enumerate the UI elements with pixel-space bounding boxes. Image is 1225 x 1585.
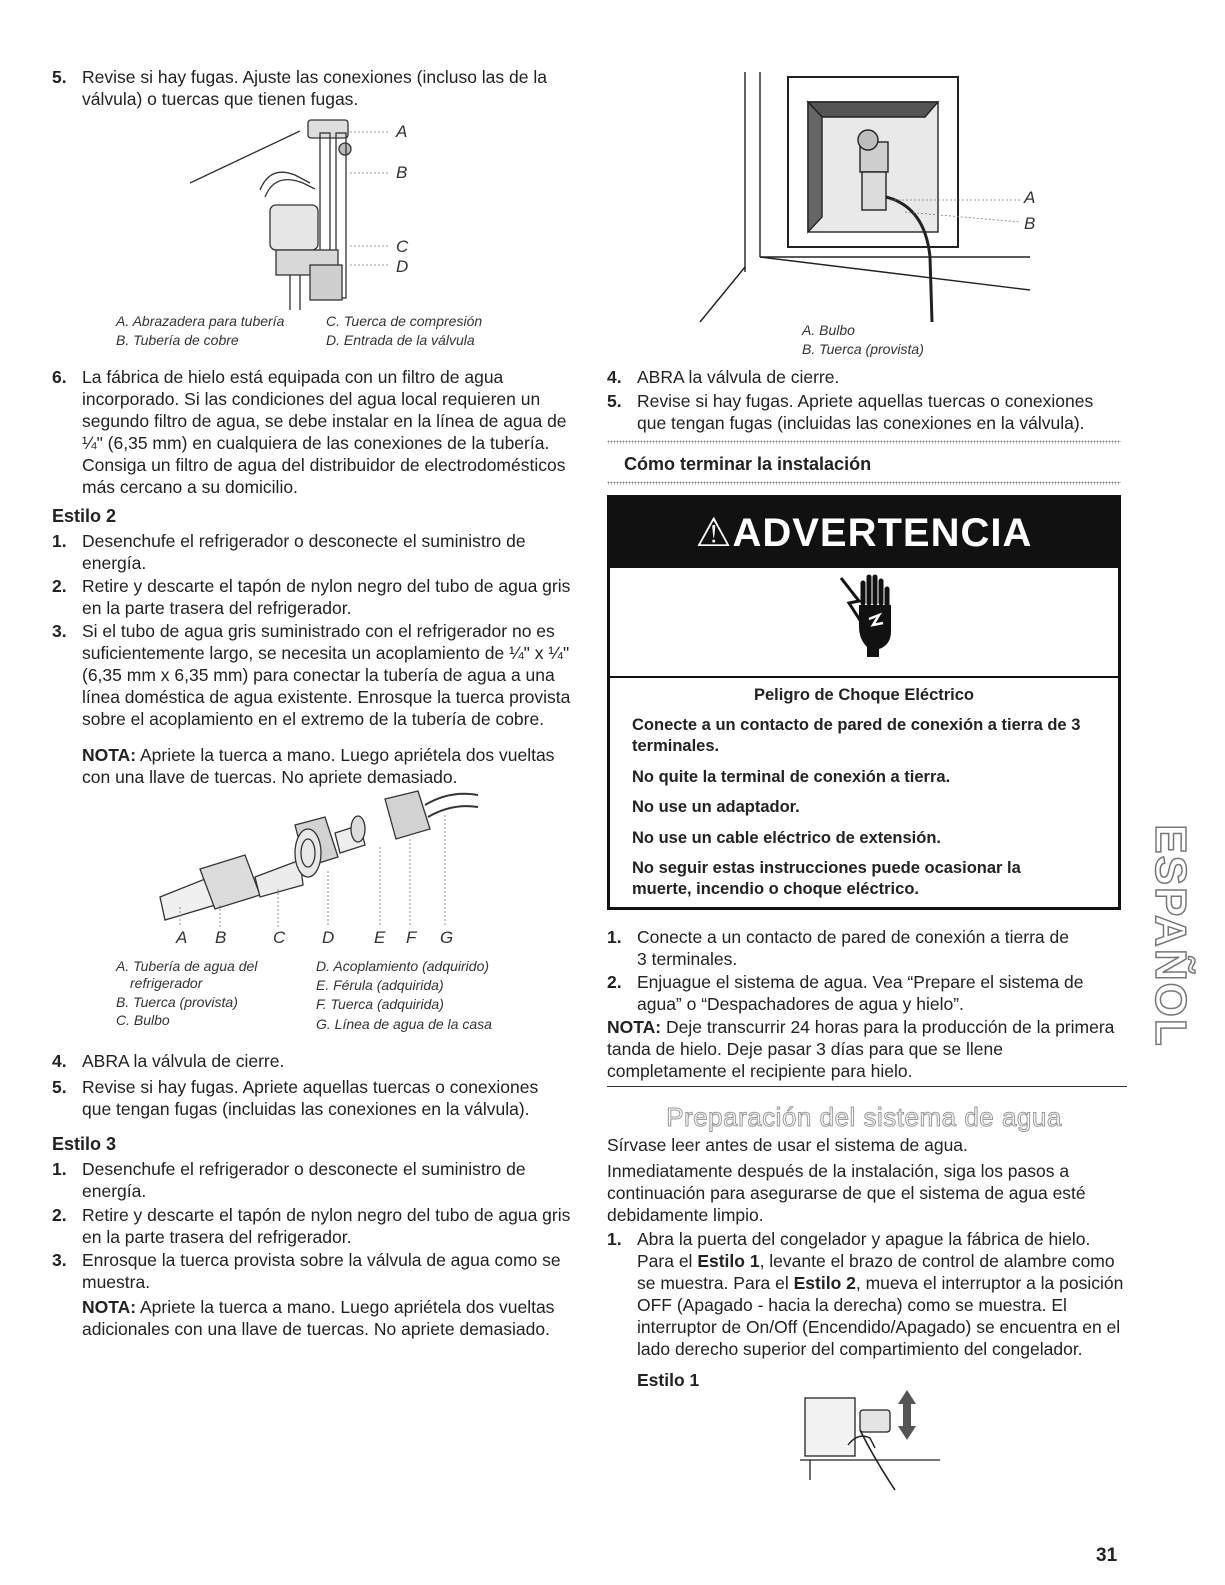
warning-triangle-icon: ⚠ bbox=[695, 511, 733, 555]
fig1-caption-a: A. Abrazadera para tubería bbox=[116, 313, 285, 329]
warning-line-3: No use un adaptador. bbox=[632, 798, 800, 816]
intro-1: Sírvase leer antes de usar el sistema de agua. bbox=[607, 1135, 968, 1155]
warning-separator bbox=[610, 676, 1118, 678]
page-number: 31 bbox=[1096, 1545, 1118, 1566]
fig2-caption-b: B. Tuerca (provista) bbox=[116, 994, 238, 1010]
fig2-caption-f: F. Tuerca (adquirida) bbox=[316, 996, 444, 1012]
warning-box bbox=[607, 495, 1121, 910]
fig3-letter-b: B bbox=[1024, 214, 1036, 233]
divider-top bbox=[607, 440, 1121, 444]
finish-heading: Cómo terminar la instalación bbox=[624, 454, 872, 474]
fig1-letter-c: C bbox=[396, 237, 409, 256]
fig2-caption-a2: refrigerador bbox=[130, 975, 203, 991]
warning-hazard: Peligro de Choque Eléctrico bbox=[753, 686, 975, 704]
fig3-caption-b: B. Tuerca (provista) bbox=[802, 341, 924, 357]
electric-shock-hand-icon bbox=[835, 573, 905, 658]
warning-header: ⚠ADVERTENCIA bbox=[610, 498, 1118, 568]
fig2-caption-g: G. Línea de agua de la casa bbox=[316, 1016, 492, 1032]
fig2-letter-f: F bbox=[406, 928, 417, 947]
fig3-caption-a: A. Bulbo bbox=[802, 322, 855, 338]
section-rule bbox=[607, 1086, 1127, 1087]
fig1-caption-b: B. Tubería de cobre bbox=[116, 332, 239, 348]
intro-2: Inmediatamente después de la instalación, siga los pasos a continuación para asegurarse de que el sistema de agua esté debidamente limpio. bbox=[607, 1161, 1086, 1225]
section-title: Preparación del sistema de agua bbox=[666, 1102, 1062, 1132]
fig2-letter-b: B bbox=[215, 928, 227, 947]
fig1-caption-d: D. Entrada de la válvula bbox=[326, 332, 475, 348]
fig2-letter-a: A bbox=[176, 928, 188, 947]
fig1-caption-c: C. Tuerca de compresión bbox=[326, 313, 483, 329]
warning-line-4: No use un cable eléctrico de extensión. bbox=[632, 829, 942, 847]
valve-figure bbox=[190, 115, 420, 310]
estilo-1-label: Estilo 1 bbox=[637, 1370, 700, 1390]
estilo2-nota: NOTA: Apriete la tuerca a mano. Luego apriétela dos vueltas con una llave de tuercas. No apriete demasiado. bbox=[82, 745, 555, 787]
fig3-letter-a: A bbox=[1024, 188, 1036, 207]
fig2-letter-c: C bbox=[273, 928, 286, 947]
estilo3-nota: NOTA: Apriete la tuerca a mano. Luego apriétela dos vueltas adicionales con una llave de tuercas. No apriete demasiado. bbox=[82, 1297, 555, 1339]
fig1-letter-a: A bbox=[396, 122, 408, 141]
ice-maker-figure bbox=[800, 1390, 945, 1500]
fig1-letter-d: D bbox=[396, 257, 409, 276]
divider-bottom bbox=[607, 481, 1121, 485]
fig2-caption-d: D. Acoplamiento (adquirido) bbox=[316, 958, 490, 974]
fig2-letter-e: E bbox=[374, 928, 386, 947]
language-tab: ESPAÑOL bbox=[1146, 824, 1195, 1048]
fig2-caption-e: E. Férula (adquirida) bbox=[316, 977, 444, 993]
estilo-3-heading: Estilo 3 bbox=[52, 1134, 117, 1154]
finish-nota: NOTA: Deje transcurrir 24 horas para la producción de la primera tanda de hielo. Deje pasar 3 días para que se llene completamente el recipiente para hielo. bbox=[607, 1017, 1115, 1081]
fittings-figure bbox=[160, 785, 480, 930]
estilo-2-heading: Estilo 2 bbox=[52, 506, 117, 526]
fig1-letter-b: B bbox=[396, 163, 408, 182]
warning-line-1: Conecte a un contacto de pared de conexión a tierra de 3 terminales. bbox=[632, 716, 1081, 755]
fig2-caption-c: C. Bulbo bbox=[116, 1012, 170, 1028]
bulb-figure bbox=[700, 72, 1030, 327]
warning-line-5: No seguir estas instrucciones puede ocasionar la muerte, incendio o choque eléctrico. bbox=[632, 859, 1021, 898]
warning-line-2: No quite la terminal de conexión a tierra. bbox=[632, 768, 951, 786]
fig2-caption-a: A. Tubería de agua del bbox=[116, 958, 258, 974]
fig2-letter-d: D bbox=[322, 928, 335, 947]
fig2-letter-g: G bbox=[440, 928, 454, 947]
